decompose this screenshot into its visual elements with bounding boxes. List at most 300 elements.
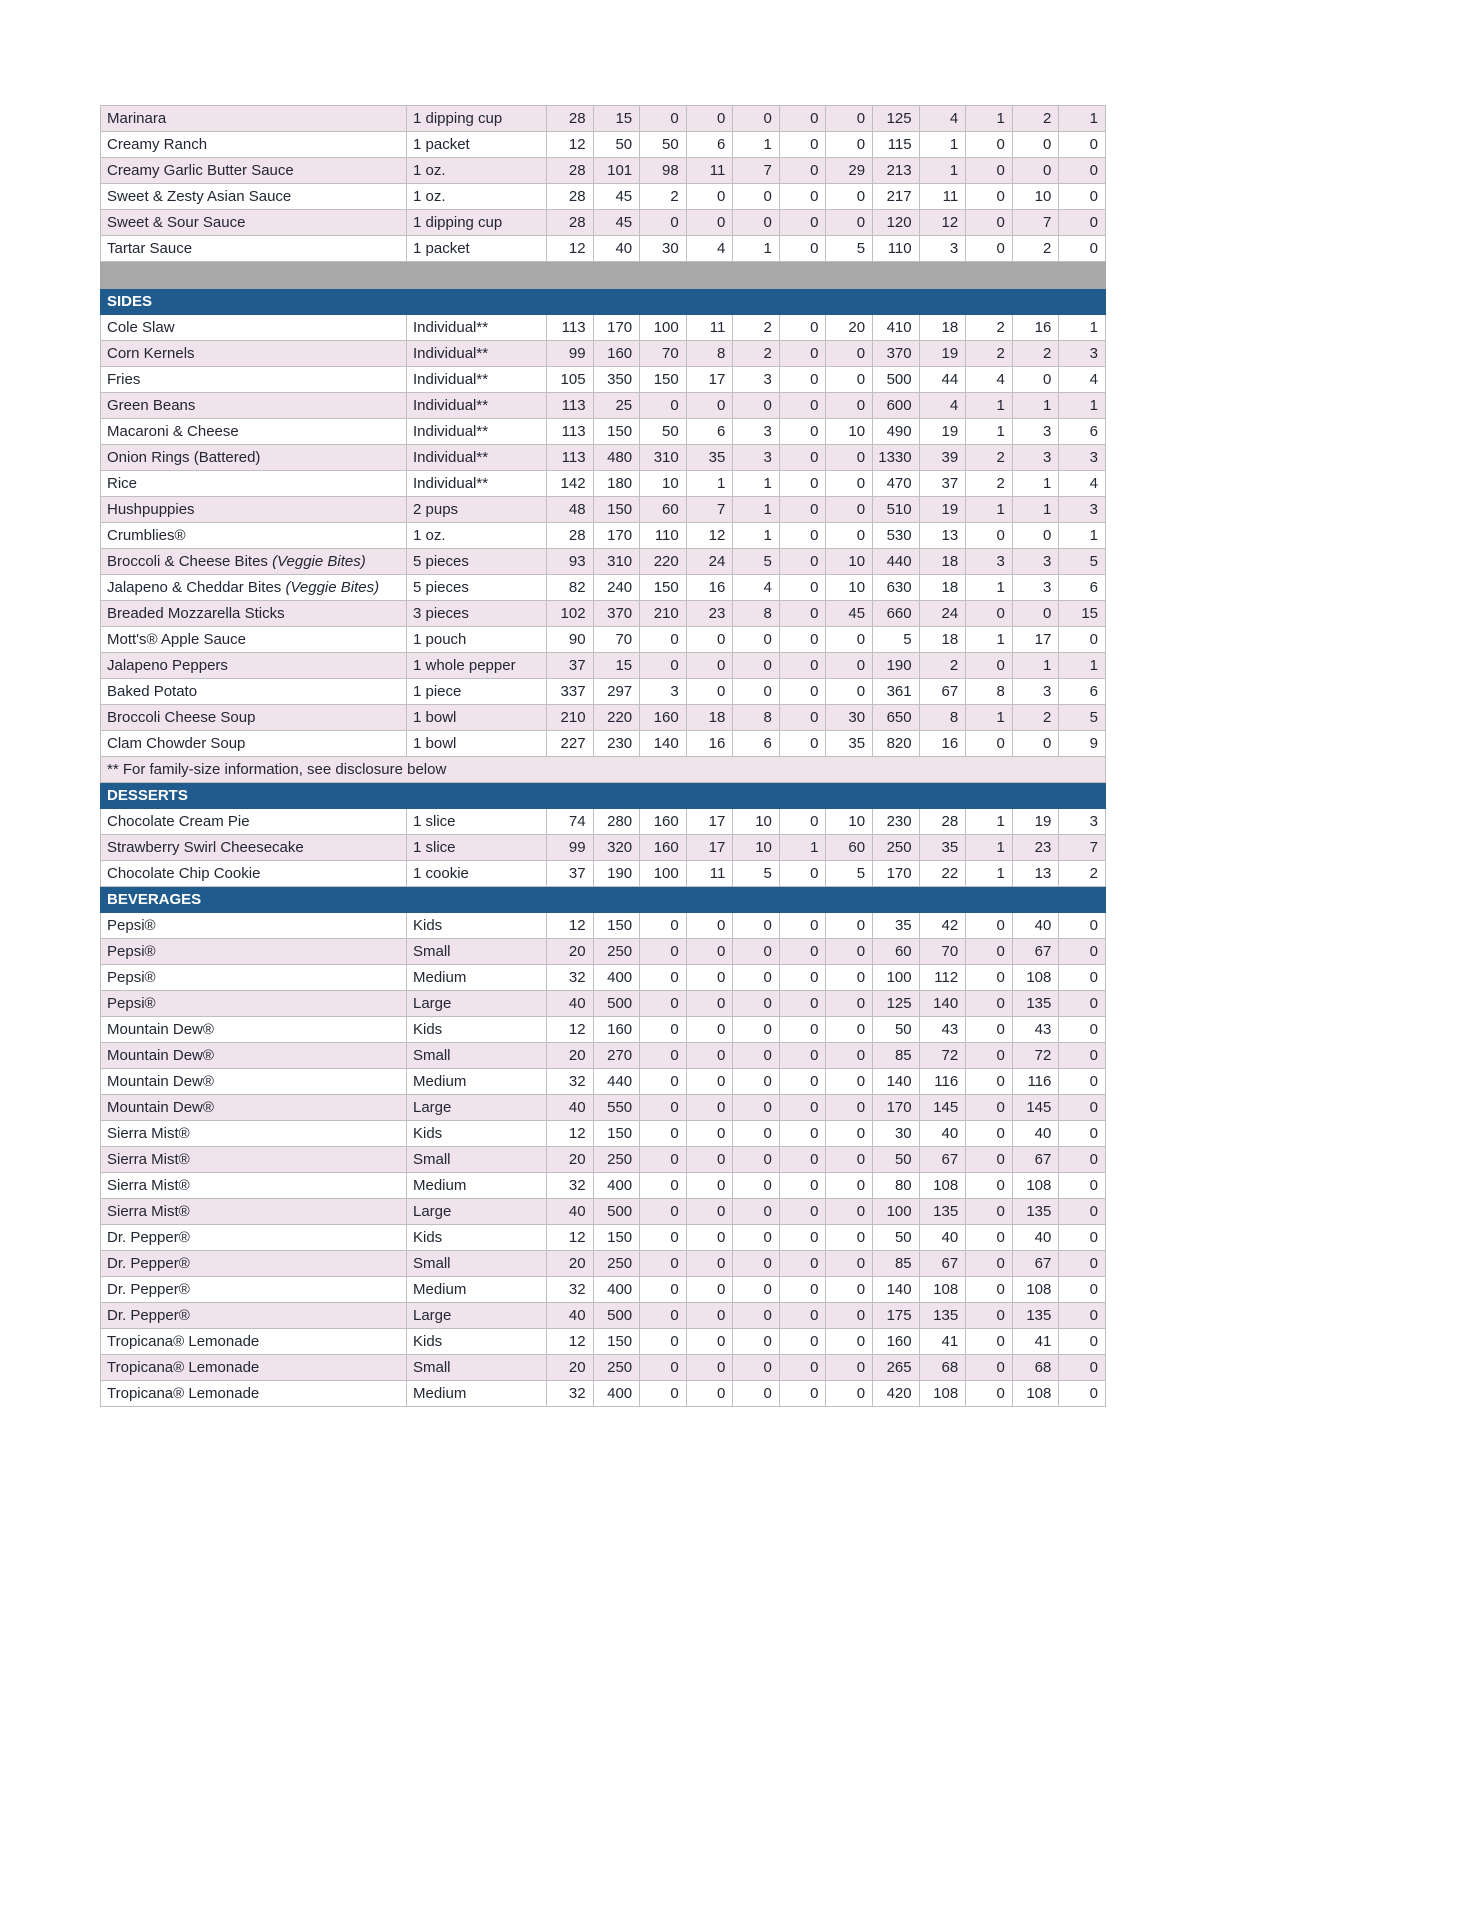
nutrition-value: 12 xyxy=(547,1329,594,1355)
nutrition-value: 150 xyxy=(593,497,640,523)
nutrition-value: 50 xyxy=(640,132,687,158)
nutrition-value: 400 xyxy=(593,965,640,991)
nutrition-value: 12 xyxy=(919,210,966,236)
nutrition-value: 0 xyxy=(966,1251,1013,1277)
nutrition-value: 16 xyxy=(919,731,966,757)
nutrition-value: 250 xyxy=(593,1251,640,1277)
serving-size: 1 oz. xyxy=(407,523,547,549)
serving-size: 1 slice xyxy=(407,809,547,835)
nutrition-value: 0 xyxy=(779,106,826,132)
nutrition-value: 0 xyxy=(640,1381,687,1407)
nutrition-value: 32 xyxy=(547,965,594,991)
nutrition-value: 4 xyxy=(1059,471,1106,497)
nutrition-value: 0 xyxy=(779,679,826,705)
footnote: ** For family-size information, see disclosure below xyxy=(101,757,1106,783)
nutrition-value: 41 xyxy=(919,1329,966,1355)
nutrition-value: 135 xyxy=(919,1303,966,1329)
nutrition-value: 50 xyxy=(640,419,687,445)
nutrition-value: 0 xyxy=(640,1017,687,1043)
item-name-text: Mott's® Apple Sauce xyxy=(107,631,246,648)
table-row xyxy=(101,445,1106,471)
nutrition-value: 0 xyxy=(686,393,733,419)
serving-size: 2 pups xyxy=(407,497,547,523)
nutrition-value: 217 xyxy=(873,184,920,210)
nutrition-value: 120 xyxy=(873,210,920,236)
nutrition-value: 0 xyxy=(686,1121,733,1147)
item-name-text: Sweet & Sour Sauce xyxy=(107,214,246,231)
nutrition-value: 270 xyxy=(593,1043,640,1069)
nutrition-value: 0 xyxy=(640,1277,687,1303)
nutrition-value: 0 xyxy=(1059,1329,1106,1355)
table-row xyxy=(101,1303,1106,1329)
nutrition-value: 0 xyxy=(733,1173,780,1199)
nutrition-value: 110 xyxy=(873,236,920,262)
nutrition-value: 4 xyxy=(733,575,780,601)
item-name xyxy=(101,913,407,939)
nutrition-value: 0 xyxy=(640,1199,687,1225)
nutrition-value: 0 xyxy=(686,1381,733,1407)
nutrition-value: 0 xyxy=(966,601,1013,627)
table-row xyxy=(101,236,1106,262)
nutrition-value: 0 xyxy=(779,445,826,471)
nutrition-value: 160 xyxy=(640,705,687,731)
nutrition-value: 82 xyxy=(547,575,594,601)
item-name-text: Dr. Pepper® xyxy=(107,1255,190,1272)
nutrition-value: 0 xyxy=(1059,184,1106,210)
nutrition-value: 0 xyxy=(779,497,826,523)
item-name-text: Mountain Dew® xyxy=(107,1099,214,1116)
serving-size: Small xyxy=(407,1355,547,1381)
nutrition-value: 2 xyxy=(966,315,1013,341)
serving-size: Small xyxy=(407,1251,547,1277)
nutrition-value: 0 xyxy=(733,679,780,705)
nutrition-value: 0 xyxy=(686,1173,733,1199)
nutrition-value: 297 xyxy=(593,679,640,705)
nutrition-value: 3 xyxy=(1059,341,1106,367)
nutrition-value: 0 xyxy=(779,523,826,549)
nutrition-value: 0 xyxy=(779,601,826,627)
nutrition-value: 240 xyxy=(593,575,640,601)
nutrition-value: 0 xyxy=(779,1121,826,1147)
nutrition-value: 370 xyxy=(873,341,920,367)
nutrition-value: 1 xyxy=(966,393,1013,419)
nutrition-value: 0 xyxy=(1059,1173,1106,1199)
item-name xyxy=(101,367,407,393)
nutrition-value: 23 xyxy=(1012,835,1059,861)
table-row xyxy=(101,861,1106,887)
nutrition-value: 0 xyxy=(826,1329,873,1355)
table-row xyxy=(101,1017,1106,1043)
nutrition-value: 0 xyxy=(686,1095,733,1121)
nutrition-value: 0 xyxy=(826,965,873,991)
nutrition-value: 11 xyxy=(686,158,733,184)
nutrition-value: 0 xyxy=(779,939,826,965)
item-name-text: Creamy Ranch xyxy=(107,136,208,153)
nutrition-value: 0 xyxy=(686,1303,733,1329)
nutrition-value: 3 xyxy=(1012,419,1059,445)
nutrition-value: 3 xyxy=(733,419,780,445)
nutrition-value: 1 xyxy=(966,705,1013,731)
nutrition-value: 0 xyxy=(733,184,780,210)
nutrition-value: 320 xyxy=(593,835,640,861)
section-header: SIDES xyxy=(101,289,1106,315)
nutrition-value: 0 xyxy=(826,1147,873,1173)
nutrition-value: 220 xyxy=(640,549,687,575)
serving-size: Medium xyxy=(407,1277,547,1303)
nutrition-value: 0 xyxy=(1059,236,1106,262)
table-row xyxy=(101,835,1106,861)
nutrition-value: 0 xyxy=(826,679,873,705)
nutrition-value: 145 xyxy=(919,1095,966,1121)
nutrition-value: 3 xyxy=(1012,679,1059,705)
nutrition-value: 0 xyxy=(640,1095,687,1121)
item-name-text: Strawberry Swirl Cheesecake xyxy=(107,839,304,856)
serving-size: Individual** xyxy=(407,445,547,471)
serving-size: Medium xyxy=(407,1069,547,1095)
item-name-text: Jalapeno Peppers xyxy=(107,657,228,674)
nutrition-value: 5 xyxy=(1059,549,1106,575)
nutrition-value: 0 xyxy=(826,367,873,393)
nutrition-value: 5 xyxy=(826,236,873,262)
item-name-text: Rice xyxy=(107,475,138,492)
nutrition-value: 0 xyxy=(826,132,873,158)
nutrition-value: 37 xyxy=(547,653,594,679)
section-header-row xyxy=(101,783,1106,809)
table-row xyxy=(101,1251,1106,1277)
nutrition-value: 41 xyxy=(1012,1329,1059,1355)
nutrition-value: 3 xyxy=(1059,445,1106,471)
item-name-text: Macaroni & Cheese xyxy=(107,423,239,440)
nutrition-value: 1 xyxy=(919,158,966,184)
nutrition-value: 0 xyxy=(966,1173,1013,1199)
section-header: DESSERTS xyxy=(101,783,1106,809)
nutrition-value: 0 xyxy=(779,1043,826,1069)
item-name-text: Hushpuppies xyxy=(107,501,195,518)
table-row xyxy=(101,1225,1106,1251)
table-row xyxy=(101,965,1106,991)
nutrition-value: 112 xyxy=(919,965,966,991)
nutrition-value: 50 xyxy=(873,1225,920,1251)
serving-size: Individual** xyxy=(407,367,547,393)
item-name xyxy=(101,1329,407,1355)
table-row xyxy=(101,315,1106,341)
nutrition-value: 0 xyxy=(826,210,873,236)
nutrition-value: 17 xyxy=(686,367,733,393)
nutrition-value: 140 xyxy=(873,1277,920,1303)
nutrition-value: 100 xyxy=(873,1199,920,1225)
nutrition-value: 0 xyxy=(1059,158,1106,184)
nutrition-value: 0 xyxy=(1059,965,1106,991)
nutrition-value: 18 xyxy=(919,575,966,601)
nutrition-value: 0 xyxy=(1059,1121,1106,1147)
item-name xyxy=(101,471,407,497)
nutrition-value: 4 xyxy=(1059,367,1106,393)
nutrition-value: 0 xyxy=(640,106,687,132)
table-row xyxy=(101,1329,1106,1355)
nutrition-value: 0 xyxy=(1012,523,1059,549)
nutrition-value: 0 xyxy=(686,991,733,1017)
nutrition-value: 0 xyxy=(640,1043,687,1069)
nutrition-value: 0 xyxy=(779,471,826,497)
nutrition-value: 28 xyxy=(547,523,594,549)
table-row xyxy=(101,393,1106,419)
table-row xyxy=(101,549,1106,575)
nutrition-value: 0 xyxy=(779,627,826,653)
serving-size: Kids xyxy=(407,1121,547,1147)
nutrition-value: 150 xyxy=(593,419,640,445)
item-name-text: Mountain Dew® xyxy=(107,1047,214,1064)
nutrition-value: 10 xyxy=(826,549,873,575)
table-row xyxy=(101,913,1106,939)
nutrition-value: 16 xyxy=(686,731,733,757)
nutrition-value: 140 xyxy=(919,991,966,1017)
nutrition-value: 1 xyxy=(1059,106,1106,132)
nutrition-value: 12 xyxy=(547,1225,594,1251)
serving-size: Kids xyxy=(407,1329,547,1355)
nutrition-value: 13 xyxy=(919,523,966,549)
nutrition-value: 20 xyxy=(547,1355,594,1381)
nutrition-value: 48 xyxy=(547,497,594,523)
nutrition-value: 0 xyxy=(1059,1069,1106,1095)
nutrition-value: 0 xyxy=(779,705,826,731)
item-name xyxy=(101,1199,407,1225)
nutrition-value: 0 xyxy=(1059,939,1106,965)
table-row xyxy=(101,575,1106,601)
nutrition-value: 3 xyxy=(966,549,1013,575)
nutrition-value: 500 xyxy=(593,991,640,1017)
nutrition-value: 0 xyxy=(966,1199,1013,1225)
nutrition-value: 0 xyxy=(966,939,1013,965)
nutrition-value: 3 xyxy=(640,679,687,705)
item-name xyxy=(101,1303,407,1329)
nutrition-value: 74 xyxy=(547,809,594,835)
item-name-text: Tartar Sauce xyxy=(107,240,193,257)
nutrition-value: 0 xyxy=(1059,1095,1106,1121)
nutrition-value: 190 xyxy=(873,653,920,679)
nutrition-value: 110 xyxy=(640,523,687,549)
nutrition-value: 11 xyxy=(686,861,733,887)
nutrition-value: 10 xyxy=(733,835,780,861)
item-name xyxy=(101,158,407,184)
nutrition-value: 67 xyxy=(1012,939,1059,965)
nutrition-value: 227 xyxy=(547,731,594,757)
serving-size: Small xyxy=(407,1043,547,1069)
nutrition-value: 25 xyxy=(593,393,640,419)
nutrition-value: 4 xyxy=(686,236,733,262)
nutrition-value: 175 xyxy=(873,1303,920,1329)
item-name-text: Pepsi® xyxy=(107,943,156,960)
nutrition-value: 265 xyxy=(873,1355,920,1381)
nutrition-value: 1 xyxy=(1012,653,1059,679)
nutrition-table-body xyxy=(101,106,1106,1407)
nutrition-value: 0 xyxy=(733,1225,780,1251)
nutrition-value: 4 xyxy=(966,367,1013,393)
nutrition-value: 2 xyxy=(966,341,1013,367)
nutrition-value: 0 xyxy=(1059,1017,1106,1043)
item-name-text: Tropicana® Lemonade xyxy=(107,1385,260,1402)
nutrition-value: 0 xyxy=(733,991,780,1017)
nutrition-value: 100 xyxy=(873,965,920,991)
nutrition-value: 20 xyxy=(547,939,594,965)
item-name-text: Marinara xyxy=(107,110,167,127)
nutrition-value: 0 xyxy=(826,1277,873,1303)
nutrition-value: 10 xyxy=(640,471,687,497)
nutrition-value: 0 xyxy=(686,913,733,939)
nutrition-value: 105 xyxy=(547,367,594,393)
nutrition-value: 17 xyxy=(1012,627,1059,653)
item-name xyxy=(101,1095,407,1121)
nutrition-value: 0 xyxy=(779,1095,826,1121)
nutrition-value: 0 xyxy=(779,575,826,601)
nutrition-value: 0 xyxy=(826,471,873,497)
nutrition-value: 3 xyxy=(1012,575,1059,601)
nutrition-value: 0 xyxy=(733,1355,780,1381)
nutrition-value: 3 xyxy=(733,445,780,471)
nutrition-value: 2 xyxy=(1012,341,1059,367)
nutrition-value: 0 xyxy=(1012,367,1059,393)
nutrition-value: 0 xyxy=(686,1251,733,1277)
nutrition-value: 0 xyxy=(966,236,1013,262)
nutrition-value: 1 xyxy=(966,627,1013,653)
nutrition-value: 0 xyxy=(686,106,733,132)
item-name-text: Sierra Mist® xyxy=(107,1203,190,1220)
nutrition-value: 80 xyxy=(873,1173,920,1199)
nutrition-value: 113 xyxy=(547,419,594,445)
nutrition-value: 17 xyxy=(686,809,733,835)
nutrition-value: 350 xyxy=(593,367,640,393)
nutrition-value: 10 xyxy=(1012,184,1059,210)
nutrition-value: 135 xyxy=(1012,991,1059,1017)
table-row xyxy=(101,731,1106,757)
nutrition-value: 820 xyxy=(873,731,920,757)
nutrition-value: 500 xyxy=(593,1199,640,1225)
item-name-text: Green Beans xyxy=(107,397,196,414)
nutrition-value: 0 xyxy=(686,939,733,965)
serving-size: 1 bowl xyxy=(407,705,547,731)
nutrition-value: 18 xyxy=(919,627,966,653)
nutrition-value: 10 xyxy=(826,809,873,835)
nutrition-value: 0 xyxy=(826,1251,873,1277)
item-name xyxy=(101,523,407,549)
nutrition-value: 140 xyxy=(873,1069,920,1095)
item-name-text: Mountain Dew® xyxy=(107,1073,214,1090)
item-name-text: Dr. Pepper® xyxy=(107,1229,190,1246)
nutrition-value: 6 xyxy=(1059,679,1106,705)
nutrition-value: 0 xyxy=(686,965,733,991)
nutrition-value: 0 xyxy=(733,1095,780,1121)
nutrition-value: 0 xyxy=(686,1225,733,1251)
serving-size: Individual** xyxy=(407,471,547,497)
nutrition-value: 85 xyxy=(873,1043,920,1069)
item-name xyxy=(101,1121,407,1147)
item-name xyxy=(101,1173,407,1199)
nutrition-value: 210 xyxy=(547,705,594,731)
nutrition-value: 102 xyxy=(547,601,594,627)
nutrition-value: 0 xyxy=(686,1069,733,1095)
serving-size: Individual** xyxy=(407,419,547,445)
nutrition-table xyxy=(100,105,1106,1407)
nutrition-value: 0 xyxy=(966,210,1013,236)
nutrition-value: 22 xyxy=(919,861,966,887)
nutrition-value: 19 xyxy=(919,341,966,367)
nutrition-value: 0 xyxy=(826,913,873,939)
nutrition-value: 0 xyxy=(779,1251,826,1277)
serving-size: 5 pieces xyxy=(407,575,547,601)
nutrition-value: 0 xyxy=(733,210,780,236)
nutrition-value: 0 xyxy=(640,1225,687,1251)
item-name-text: Dr. Pepper® xyxy=(107,1281,190,1298)
table-row xyxy=(101,184,1106,210)
nutrition-value: 0 xyxy=(686,1199,733,1225)
nutrition-sheet xyxy=(100,105,1106,1407)
item-name xyxy=(101,210,407,236)
item-name xyxy=(101,1277,407,1303)
nutrition-value: 0 xyxy=(733,1069,780,1095)
table-row xyxy=(101,1069,1106,1095)
nutrition-value: 0 xyxy=(826,1199,873,1225)
nutrition-value: 650 xyxy=(873,705,920,731)
spacer xyxy=(101,262,1106,289)
item-name xyxy=(101,705,407,731)
table-row xyxy=(101,210,1106,236)
nutrition-value: 99 xyxy=(547,835,594,861)
nutrition-value: 0 xyxy=(779,132,826,158)
nutrition-value: 0 xyxy=(1059,1381,1106,1407)
table-row xyxy=(101,132,1106,158)
nutrition-value: 0 xyxy=(966,913,1013,939)
nutrition-value: 2 xyxy=(1012,106,1059,132)
serving-size: 1 pouch xyxy=(407,627,547,653)
serving-size: Kids xyxy=(407,913,547,939)
table-row xyxy=(101,809,1106,835)
nutrition-value: 8 xyxy=(733,705,780,731)
nutrition-value: 480 xyxy=(593,445,640,471)
nutrition-value: 40 xyxy=(547,991,594,1017)
nutrition-value: 0 xyxy=(686,1043,733,1069)
nutrition-value: 250 xyxy=(593,1355,640,1381)
item-name xyxy=(101,627,407,653)
nutrition-value: 15 xyxy=(593,106,640,132)
nutrition-value: 0 xyxy=(826,1095,873,1121)
nutrition-value: 0 xyxy=(826,445,873,471)
nutrition-value: 370 xyxy=(593,601,640,627)
item-name-text: Chocolate Chip Cookie xyxy=(107,865,261,882)
serving-size: Large xyxy=(407,1095,547,1121)
nutrition-value: 0 xyxy=(733,1043,780,1069)
nutrition-value: 108 xyxy=(919,1173,966,1199)
nutrition-value: 0 xyxy=(640,1069,687,1095)
nutrition-value: 230 xyxy=(593,731,640,757)
nutrition-value: 0 xyxy=(640,1355,687,1381)
nutrition-value: 13 xyxy=(1012,861,1059,887)
table-row xyxy=(101,653,1106,679)
item-name xyxy=(101,497,407,523)
serving-size: 1 oz. xyxy=(407,184,547,210)
nutrition-value: 0 xyxy=(1059,1147,1106,1173)
nutrition-value: 1 xyxy=(1012,497,1059,523)
table-row xyxy=(101,1199,1106,1225)
nutrition-value: 1 xyxy=(919,132,966,158)
nutrition-value: 20 xyxy=(826,315,873,341)
serving-size: Small xyxy=(407,939,547,965)
nutrition-value: 142 xyxy=(547,471,594,497)
item-name xyxy=(101,1251,407,1277)
nutrition-value: 2 xyxy=(1012,236,1059,262)
nutrition-value: 280 xyxy=(593,809,640,835)
nutrition-value: 8 xyxy=(966,679,1013,705)
nutrition-value: 116 xyxy=(1012,1069,1059,1095)
nutrition-value: 0 xyxy=(779,1329,826,1355)
